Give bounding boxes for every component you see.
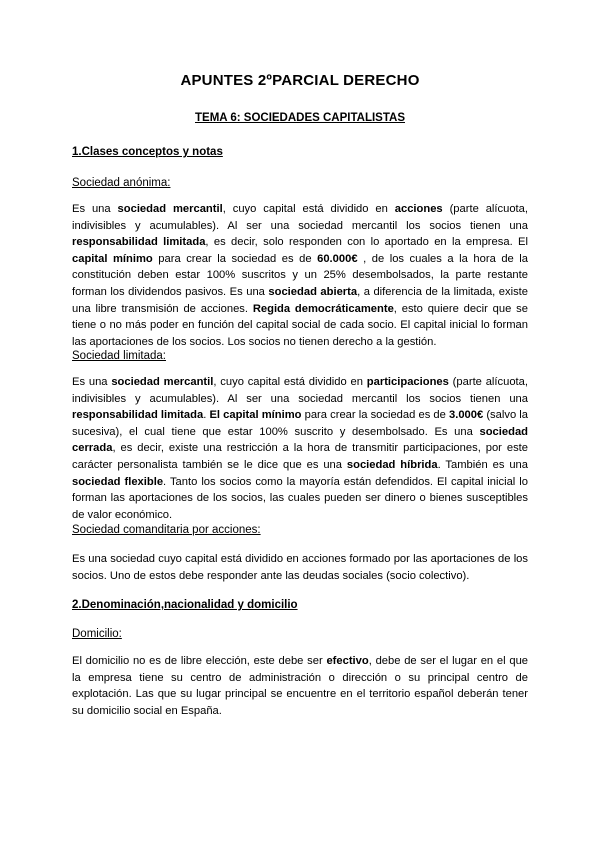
section-2-heading: 2.Denominación,nacionalidad y domicilio [72, 599, 298, 611]
sociedad-comanditaria-heading: Sociedad comanditaria por acciones: [72, 524, 261, 536]
domicilio-paragraph: El domicilio no es de libre elección, este debe ser efectivo, debe de ser el lugar en el que la empresa tiene su centro de administración o dirección o su principal centro de explotación. Las que su lugar principal se encuentre en el territorio español deberán tener su domicilio social en España. [72, 655, 529, 717]
sociedad-anonima-paragraph: Es una sociedad mercantil, cuyo capital está dividido en acciones (parte alícuota, indivisibles y acumulables). Al ser una sociedad mercantil los socios tienen una responsabilidad limitada, es decir, solo responden con lo aportado en la empresa. El capital mínimo para crear la sociedad es de 60.000€ , de los cuales a la hora de la constitución deben estar 100% suscritos y un 25% desembolsados, la parte restante forman los dividendos pasivos. Es una sociedad abierta, a diferencia de la limitada, existe una libre transmisión de acciones. Regida democráticamente, esto quiere decir que se tiene o no más poder en función del capital social de cada socio. El capital inicial lo forman las aportaciones de los socios. Los socios no tienen derecho a la gestión. [72, 203, 529, 348]
topic-heading: TEMA 6: SOCIEDADES CAPITALISTAS [195, 112, 405, 124]
domicilio-heading: Domicilio: [72, 628, 122, 640]
sociedad-comanditaria-paragraph: Es una sociedad cuyo capital está dividido en acciones formado por las aportaciones de los socios. Uno de estos debe responder ante las deudas sociales (socio colectivo). [72, 553, 528, 582]
section-1-heading: 1.Clases conceptos y notas [72, 146, 223, 158]
sociedad-limitada-heading: Sociedad limitada: [72, 350, 166, 362]
sociedad-anonima-heading: Sociedad anónima: [72, 177, 171, 189]
sociedad-limitada-paragraph: Es una sociedad mercantil, cuyo capital está dividido en participaciones (parte alícuota, indivisibles y acumulables). Al ser una sociedad mercantil los socios tienen una responsabilidad limitada. El capital mínimo para crear la sociedad es de 3.000€ (salvo la sucesiva), el cual tiene que estar 100% suscrito y desembolsado. Es una sociedad cerrada, es decir, existe una restricción a la hora de transmitir participaciones, por este carácter personalista también se le dice que es una sociedad híbrida. También es una sociedad flexible. Tanto los socios como la mayoría están defendidos. El capital inicial lo forman las aportaciones de los socios, las cuales pueden ser dinero o bienes susceptibles de valor económico. [72, 376, 528, 521]
document-title: APUNTES 2ºPARCIAL DERECHO [180, 72, 420, 89]
